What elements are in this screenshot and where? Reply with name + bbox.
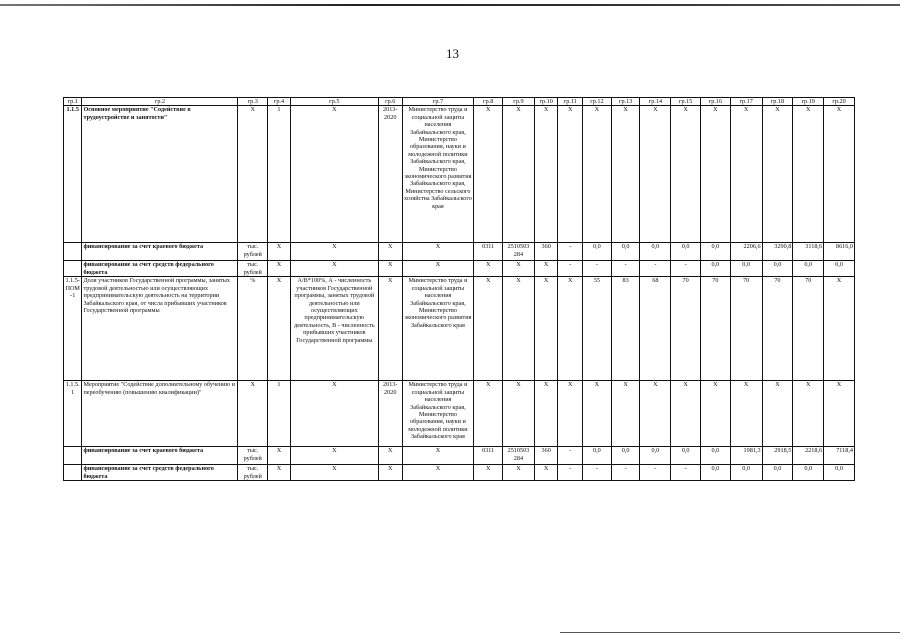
table-cell: Х	[268, 465, 291, 481]
table-cell: 0,0	[730, 261, 762, 277]
table-cell: 3290,8	[762, 243, 793, 261]
scan-edge-top	[0, 4, 900, 6]
header-cell: гр.12	[583, 98, 612, 106]
header-cell: гр.8	[474, 98, 503, 106]
table-cell: Х	[671, 381, 701, 447]
table-cell: Х	[503, 465, 535, 481]
table-cell: Х	[534, 465, 558, 481]
table-cell: 0,0	[762, 465, 793, 481]
table-cell: 3118,6	[793, 243, 824, 261]
table-cell: 0,0	[583, 243, 612, 261]
table-cell: Х	[290, 465, 378, 481]
table-cell: -	[611, 261, 640, 277]
table-cell: 1	[268, 106, 291, 243]
header-cell: гр.10	[534, 98, 558, 106]
table-cell: 2218,6	[793, 447, 824, 465]
table-cell: Х	[824, 381, 855, 447]
table-cell: Х	[290, 261, 378, 277]
table-cell: тыс. рублей	[238, 261, 268, 277]
header-cell: гр.9	[503, 98, 535, 106]
table-cell: Х	[730, 381, 762, 447]
header-cell: гр.14	[640, 98, 671, 106]
table-cell: 0,0	[671, 447, 701, 465]
header-cell: гр.1	[64, 98, 82, 106]
table-cell: финансирование за счет краевого бюджета	[82, 243, 238, 261]
table-cell: Х	[268, 277, 291, 381]
table-cell: Министерство труда и социальной защиты населения Забайкальского края, Министерство образования, науки и молодежной политики Забайкальского края, Министерство экономического развития Забайкальского края, Министерство сельского хозяйства Забайкальского края	[402, 106, 474, 243]
table-cell: тыс. рублей	[238, 465, 268, 481]
table-cell: Основное мероприятие "Содействие в трудоустройстве и занятости"	[82, 106, 238, 243]
table-cell: финансирование за счет средств федерального бюджета	[82, 465, 238, 481]
table-cell: Х	[558, 277, 583, 381]
table-cell: 70	[701, 277, 731, 381]
table-cell: -	[558, 261, 583, 277]
table-cell	[64, 465, 82, 481]
table-cell: 0,0	[671, 243, 701, 261]
table-cell: Министерство труда и социальной защиты населения Забайкальского края, Министерство экономического развития Забайкальского края	[402, 277, 474, 381]
table-cell: Х	[793, 381, 824, 447]
table-cell: Х	[534, 261, 558, 277]
scan-edge-bottom	[560, 632, 900, 633]
table-cell: 70	[793, 277, 824, 381]
table-cell: -	[671, 261, 701, 277]
table-cell: 0,0	[701, 261, 731, 277]
header-cell: гр.20	[824, 98, 855, 106]
table-cell: Х	[534, 277, 558, 381]
header-cell: гр.2	[82, 98, 238, 106]
table-cell: Х	[378, 277, 402, 381]
table-cell: 70	[730, 277, 762, 381]
program-table	[63, 97, 855, 481]
table-cell: 0,0	[793, 261, 824, 277]
table-cell: Х	[611, 381, 640, 447]
header-cell: гр.13	[611, 98, 640, 106]
table-cell: 0311	[474, 447, 503, 465]
table-cell: Х	[701, 106, 731, 243]
table-cell: Х	[238, 106, 268, 243]
table-cell: Х	[378, 465, 402, 481]
table-cell: 2510503 284	[503, 243, 535, 261]
table-cell: Х	[503, 261, 535, 277]
table-cell: Х	[824, 106, 855, 243]
table-cell: 0,0	[730, 465, 762, 481]
table-cell: 8616,0	[824, 243, 855, 261]
table-header-row	[64, 98, 855, 106]
table-row	[64, 447, 855, 465]
header-cell: гр.11	[558, 98, 583, 106]
table-cell: 0,0	[793, 465, 824, 481]
table-cell: 0,0	[640, 243, 671, 261]
table-cell: Х	[268, 447, 291, 465]
table-cell: Х	[474, 465, 503, 481]
table-cell: Х	[290, 243, 378, 261]
table-cell: 360	[534, 447, 558, 465]
table-cell: тыс. рублей	[238, 243, 268, 261]
table-cell: Х	[558, 106, 583, 243]
table-cell: Х	[640, 106, 671, 243]
table-cell: Доля участников Государственной программы, занятых трудовой деятельностью или осуществляющих предпринимательскую деятельность на территории Забайкальского края, от числа прибывших участников Государственной программы	[82, 277, 238, 381]
table-cell: Х	[701, 381, 731, 447]
table-cell: Х	[558, 381, 583, 447]
table-cell: Х	[378, 447, 402, 465]
table-cell: Х	[290, 381, 378, 447]
table-cell: финансирование за счет краевого бюджета	[82, 447, 238, 465]
table-cell: 2510503 284	[503, 447, 535, 465]
table-cell: 2206,6	[730, 243, 762, 261]
table-cell: 1981,3	[730, 447, 762, 465]
header-cell: гр.4	[268, 98, 291, 106]
table-cell: Х	[474, 261, 503, 277]
table-cell: 55	[583, 277, 612, 381]
table-cell: Х	[402, 261, 474, 277]
header-cell: гр.19	[793, 98, 824, 106]
table-cell: 0,0	[824, 465, 855, 481]
table-cell: 70	[671, 277, 701, 381]
table-cell: Х	[402, 447, 474, 465]
table-row	[64, 465, 855, 481]
table-row	[64, 261, 855, 277]
table-cell: 7118,4	[824, 447, 855, 465]
table-cell: Х	[402, 243, 474, 261]
header-cell: гр.3	[238, 98, 268, 106]
table-cell: Х	[730, 106, 762, 243]
table-cell: Х	[290, 447, 378, 465]
table-cell: Х	[503, 106, 535, 243]
table-cell: Х	[402, 465, 474, 481]
table-cell: Х	[378, 243, 402, 261]
table-cell: Х	[503, 277, 535, 381]
table-cell: Х	[762, 106, 793, 243]
table-cell: 0,0	[701, 465, 731, 481]
table-cell: Х	[474, 106, 503, 243]
header-cell: гр.16	[701, 98, 731, 106]
table-cell: 0,0	[611, 243, 640, 261]
table-cell: Х	[503, 381, 535, 447]
table-cell: Х	[474, 381, 503, 447]
table-cell: тыс. рублей	[238, 447, 268, 465]
header-cell: гр.5	[290, 98, 378, 106]
table-cell: Мероприятие "Содействие дополнительному обучению и переобучению (повышению квалификации)"	[82, 381, 238, 447]
table-cell: 0,0	[762, 261, 793, 277]
header-cell: гр.7	[402, 98, 474, 106]
table-cell: 0,0	[583, 447, 612, 465]
table-cell: Х	[671, 106, 701, 243]
table-cell: 1.1.5	[64, 106, 82, 243]
table-cell: Х	[534, 106, 558, 243]
table-cell: %	[238, 277, 268, 381]
table-cell: 1	[268, 381, 291, 447]
table-cell: Х	[824, 277, 855, 381]
table-cell: -	[671, 465, 701, 481]
table-cell: -	[558, 465, 583, 481]
table-cell: Х	[474, 277, 503, 381]
table-cell: 68	[640, 277, 671, 381]
page-number: 13	[446, 46, 459, 61]
table-cell: 70	[762, 277, 793, 381]
header-cell: гр.17	[730, 98, 762, 106]
table-cell: 2013-2020	[378, 106, 402, 243]
table-cell: Х	[583, 381, 612, 447]
table-cell: -	[611, 465, 640, 481]
table-cell: Министерство труда и социальной защиты населения Забайкальского края, Министерство образования, науки и молодежной политики Забайкальского края	[402, 381, 474, 447]
header-cell: гр.6	[378, 98, 402, 106]
table-cell: 0,0	[824, 261, 855, 277]
table-cell: 2918,5	[762, 447, 793, 465]
table-cell: Х	[238, 381, 268, 447]
table-cell: финансирование за счет средств федерального бюджета	[82, 261, 238, 277]
table-cell: Х	[268, 261, 291, 277]
table-row	[64, 243, 855, 261]
table-cell: Х	[793, 106, 824, 243]
table-cell: Х	[290, 106, 378, 243]
table-cell: 360	[534, 243, 558, 261]
table-row	[64, 277, 855, 381]
table-cell: -	[558, 243, 583, 261]
header-cell: гр.15	[671, 98, 701, 106]
table-cell: -	[583, 261, 612, 277]
table-cell: 0,0	[640, 447, 671, 465]
table-cell: 0,0	[701, 447, 731, 465]
table-cell	[64, 447, 82, 465]
table-cell	[64, 243, 82, 261]
table-cell: -	[558, 447, 583, 465]
table-cell: Х	[762, 381, 793, 447]
table-cell: А/В*100%, А - численность участников Государственной программы, занятых трудовой деятельностью или осуществляющих предпринимательскую деятельность, В - численность прибывших участников Государственной программы	[290, 277, 378, 381]
table-cell: Х	[378, 261, 402, 277]
table-cell: Х	[640, 381, 671, 447]
table-cell: Х	[534, 381, 558, 447]
table-cell: -	[640, 465, 671, 481]
header-cell: гр.18	[762, 98, 793, 106]
table-cell: 0,0	[701, 243, 731, 261]
table-row	[64, 381, 855, 447]
table-cell: Х	[611, 106, 640, 243]
table-cell: Х	[268, 243, 291, 261]
table-cell	[64, 261, 82, 277]
table-cell: 1.1.5-ПОМ-1	[64, 277, 82, 381]
table-cell: 2013-2020	[378, 381, 402, 447]
table-cell: -	[583, 465, 612, 481]
table-cell: -	[640, 261, 671, 277]
table-cell: Х	[583, 106, 612, 243]
table-cell: 1.1.5.1	[64, 381, 82, 447]
table-cell: 0,0	[611, 447, 640, 465]
table-cell: 0311	[474, 243, 503, 261]
table-cell: 83	[611, 277, 640, 381]
table-row	[64, 106, 855, 243]
